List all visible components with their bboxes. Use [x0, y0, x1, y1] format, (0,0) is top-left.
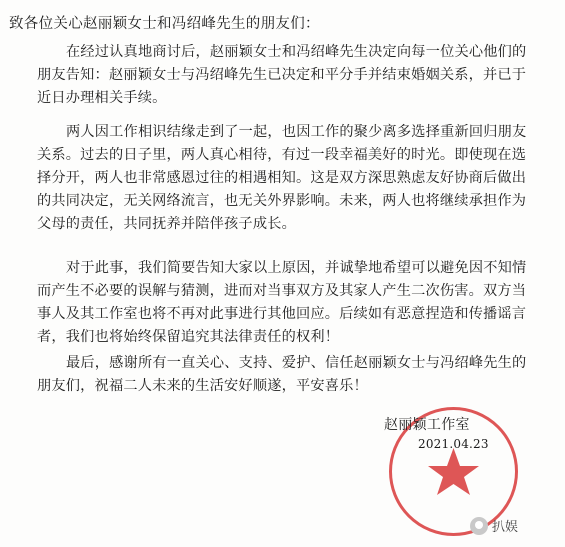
signature-studio-name: 赵丽颖工作室	[384, 417, 470, 433]
letter-salutation: 致各位关心赵丽颖女士和冯绍峰先生的朋友们：	[9, 16, 320, 32]
paragraph-rumor-warning: 对于此事，我们简要告知大家以上原因，并诚挚地希望可以避免因不知情而产生不必要的误解与猜测，进而对当事双方及其家人产生二次伤害。双方当事人及其工作室也将不再对此事进行其他回应。后续如有恶意捏造和传播谣言者，我们也将始终保留追究其法律责任的权利！	[37, 260, 527, 345]
watermark	[470, 516, 518, 535]
signature-date: 2021.04.23	[418, 437, 489, 451]
paragraph-announcement: 在经过认真地商讨后，赵丽颖女士和冯绍峰先生决定向每一位关心他们的朋友告知：赵丽颖女士与冯绍峰先生已决定和平分手并结束婚姻关系，并已于近日办理相关手续。	[37, 44, 527, 106]
seal-star-icon	[428, 448, 479, 495]
paragraph-background: 两人因工作相识结缘走到了一起，也因工作的聚少离多选择重新回归朋友关系。过去的日子里，两人真心相待，有过一段幸福美好的时光。即使现在选择分开，两人也非常感恩过往的相遇相知。这是双方深思熟虑友好协商后做出的共同决定，无关网络流言，也无关外界影响。未来，两人也将继续承担作为父母的责任，共同抚养并陪伴孩子成长。	[37, 124, 527, 232]
watermark-label: 扒娱	[492, 520, 519, 535]
wechat-channel-icon	[470, 517, 488, 535]
paragraph-thanks: 最后，感谢所有一直关心、支持、爱护、信任赵丽颖女士与冯绍峰先生的朋友们，祝福二人未来的生活安好顺遂，平安喜乐！	[37, 355, 527, 394]
